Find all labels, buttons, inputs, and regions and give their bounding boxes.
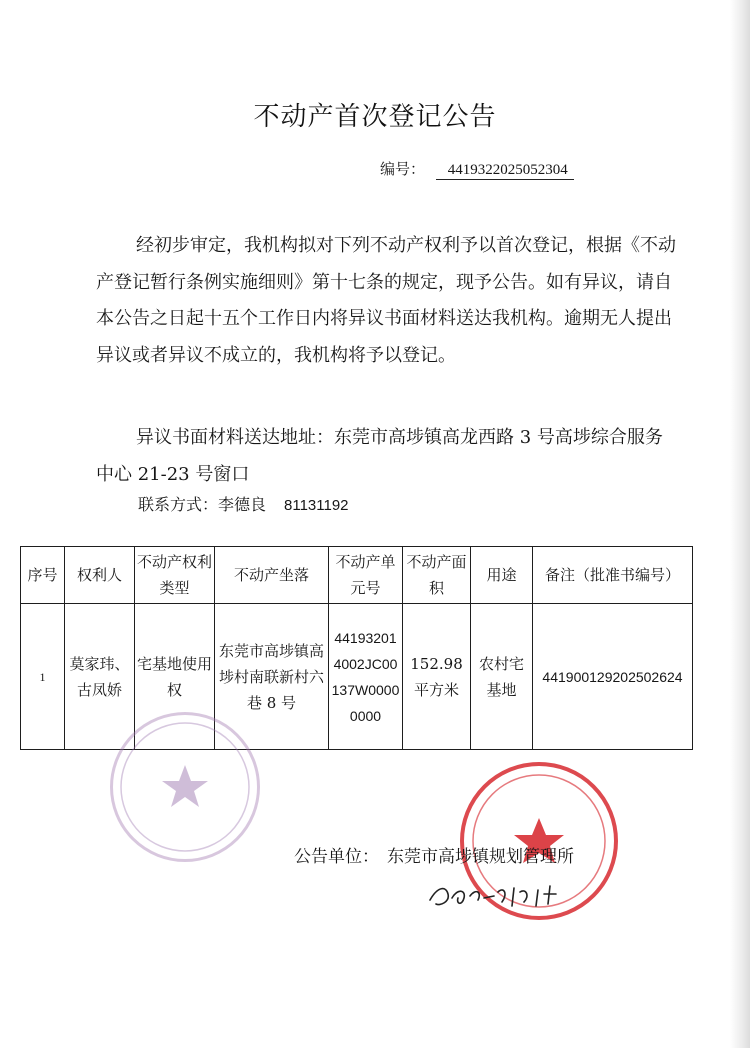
cell-note: 441900129202502624 [533,604,693,750]
seal-star-icon [113,715,257,859]
table-header-cell: 不动产单元号 [329,547,403,604]
cell-right-type: 宅基地使用权 [135,604,215,750]
reference-label: 编号： [380,160,426,178]
issuer-label: 公告单位： [294,847,379,867]
table-header-cell: 不动产坐落 [215,547,329,604]
table-header-cell: 备注（批准书编号） [533,547,693,604]
issuer-line [294,842,574,867]
document-title: 不动产首次登记公告 [253,102,497,132]
cell-area: 152.98 平方米 [403,604,471,750]
notice-paragraph: 经初步审定，我机构拟对下列不动产权利予以首次登记，根据《不动产登记暂行条例实施细则》第十七条的规定，现予公告。如有异议，请自本公告之日起十五个工作日内将异议书面材料送达我机构。逾期无人提出异议或者异议不成立的，我机构将予以登记。 [96,235,676,366]
cell-seq: 1 [21,604,65,750]
contact-phone: 81131192 [284,497,349,514]
table-header-cell: 序号 [21,547,65,604]
cell-unit-number: 441932014002JC00137W00000000 [329,604,403,750]
table-header-row [21,547,693,604]
table-header-cell: 不动产权利类型 [135,547,215,604]
objection-address-paragraph: 异议书面材料送达地址：东莞市高埗镇高龙西路 3 号高埗综合服务中心 21-23 号窗口 [96,427,663,485]
contact-line [138,492,349,515]
cell-owner: 莫家玮、古凤娇 [65,604,135,750]
table-header-cell: 用途 [471,547,533,604]
issuer-name: 东莞市高埗镇规划管理所 [387,847,574,867]
cell-usage: 农村宅基地 [471,604,533,750]
table-header-cell: 权利人 [65,547,135,604]
left-official-seal [110,712,260,862]
cell-location: 东莞市高埗镇高埗村南联新村六巷 8 号 [215,604,329,750]
reference-value: 4419322025052304 [436,162,574,180]
contact-label: 联系方式：李德良 [138,495,267,514]
table-header-cell: 不动产面积 [403,547,471,604]
handwritten-date-signature [428,878,568,912]
reference-number [380,158,574,180]
page-edge-shadow [730,0,750,1048]
